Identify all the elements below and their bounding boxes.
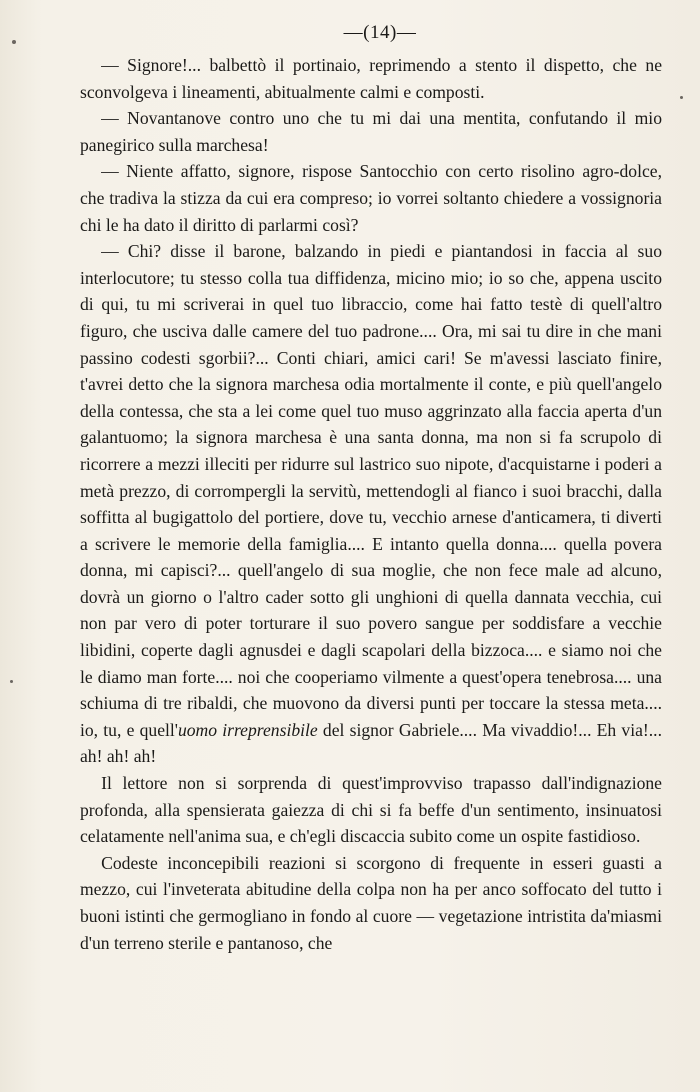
scan-speck [12,40,16,44]
scan-speck [680,96,683,99]
paragraph: Il lettore non si sorprenda di quest'improvviso trapasso dall'indignazione profonda, alla spensierata gaiezza di chi si fa beffe d'un sentimento, insinuatosi celatamente nell'anima sua, e ch'egli discaccia subito come un ospite fastidioso. [80,773,662,847]
paragraph-text: — Chi? disse il barone, balzando in piedi e piantandosi in faccia al suo interlocutore; tu stesso colla tua diffidenza, micino mio; io so che, appena uscito di qui, tu mi scriverai in quel tuo libraccio, come hai fatto testè di quell'altro figuro, che usciva dalle camere del tuo padrone.... Ora, mi sai tu dire in che mani passino codesti sgorbii?... Conti chiari, amici cari! Se m'avessi lasciato finire, t'avrei detto che la signora marchesa odia mortalmente il conte, e più quell'angelo della contessa, che sta a lei come quel tuo muso aggrinzato alla faccia aperta d'un galantuomo; la signora marchesa è una santa donna, ma non si fa scrupolo di ricorrere a mezzi illeciti per ridurre sul lastrico suo nipote, d'acquistarne i poderi a metà prezzo, di corrompergli la servitù, mettendogli al fianco i suoi bracchi, dalla soffitta al bugigattolo del portiere, dove tu, vecchio arnese d'anticamera, ti diverti a scrivere le memorie della famiglia.... E intanto quella donna.... quella povera donna, mi capisci?... quell'angelo di sua moglie, che non fece male ad alcuno, dovrà un giorno o l'altro cader sotto gli unghioni di quella dannata vecchia, cui non par vero di poter torturare il suo povero sangue per soddisfare a vecchie libidini, coperte dagli agnusdei e dagli scapolari della bizzoca.... e siamo noi che le diamo man forte.... noi che cooperiamo vilmente a quest'opera tenebrosa.... una schiuma di tre ribaldi, che muovono da diversi punti per toccare la stessa meta.... io, tu, e quell' [80,241,662,740]
paragraph: Codeste inconcepibili reazioni si scorgono di frequente in esseri guasti a mezzo, cui l'inveterata abitudine della colpa non ha per anco soffocato del tutto i buoni istinti che germogliano in fondo al cuore — vegetazione intristita da'miasmi d'un terreno sterile e pantanoso, che [80,852,662,953]
paragraph-text: del signor Gabriele.... Ma vivaddio!... Eh via!... ah! ah! ah! [80,719,662,767]
paragraph [80,238,662,770]
body-text [80,52,662,956]
page-number-header: —(14)— [343,22,417,43]
paragraph: — Novantanove contro uno che tu mi dai una mentita, confutando il mio panegirico sulla marchesa! [80,108,662,155]
scan-speck [10,680,13,683]
paragraph: — Niente affatto, signore, rispose Santocchio con certo risolino agro-dolce, che tradiva la stizza da cui era compreso; io vorrei soltanto chiedere a vossignoria chi le ha dato il diritto di parlarmi così? [80,161,662,235]
paragraph: — Signore!... balbettò il portinaio, reprimendo a stento il dispetto, che ne sconvolgeva i lineamenti, abitualmente calmi e composti. [80,55,662,102]
italic-phrase: uomo irreprensibile [177,719,318,740]
